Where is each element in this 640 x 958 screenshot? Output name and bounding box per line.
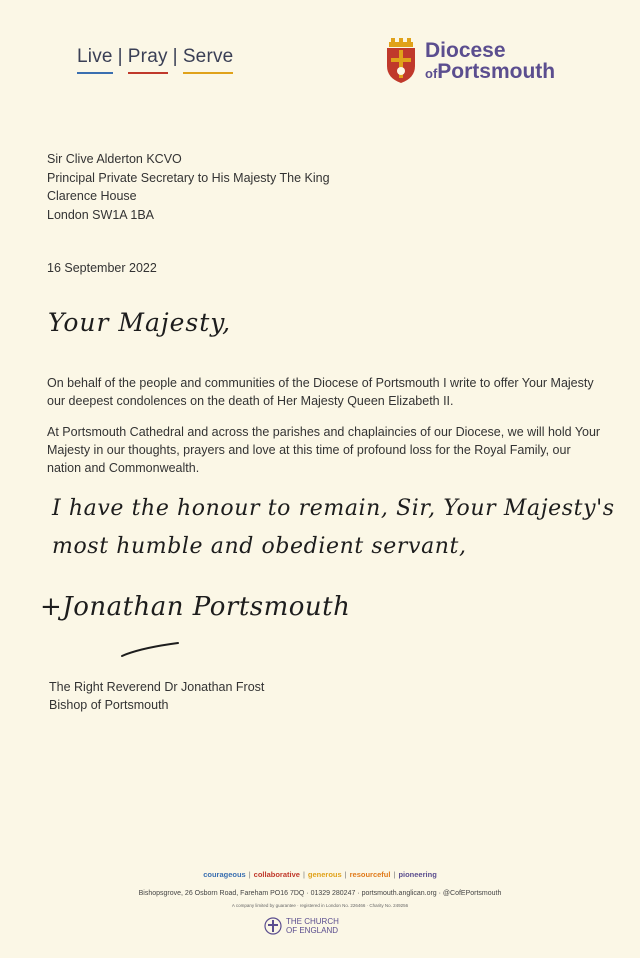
logo-text	[425, 40, 555, 84]
strapline-separator: |	[117, 46, 123, 67]
signature-underline	[120, 640, 180, 660]
body-paragraph-1: On behalf of the people and communities of the Diocese of Portsmouth I write to offer Your Majesty our deepest condolences on the death of Her Majesty Queen Elizabeth II.	[47, 376, 594, 408]
logo-portsmouth-word: Portsmouth	[437, 60, 556, 83]
logo-line-diocese: Diocese	[425, 39, 506, 62]
signatory-block	[49, 678, 264, 714]
church-line2: OF ENGLAND	[286, 926, 339, 935]
logo-line-of: of	[425, 66, 438, 81]
handwritten-closing-line1: I have the honour to remain, Sir, Your Majesty's	[52, 496, 615, 521]
recipient-address	[47, 150, 330, 224]
value-separator: |	[248, 870, 251, 879]
handwritten-closing-line2: most humble and obedient servant,	[52, 534, 467, 559]
signatory-name: The Right Reverend Dr Jonathan Frost	[49, 680, 265, 694]
footer-legal: A company limited by guarantee · registered in London No. 226466 · Charity No. 249256	[231, 903, 409, 908]
recipient-title: Principal Private Secretary to His Majesty The King	[47, 170, 330, 185]
recipient-address-line2: London SW1A 1BA	[47, 207, 155, 222]
strapline-serve: Serve	[183, 46, 234, 74]
footer-address: Bishopsgrove, 26 Osborn Road, Fareham PO16 7DQ · 01329 280247 · portsmouth.anglican.org · @CofEPortsmouth	[138, 890, 502, 897]
value-collaborative: collaborative	[253, 870, 300, 879]
value-separator: |	[344, 870, 347, 879]
footer-values	[0, 870, 640, 879]
strapline-separator: |	[172, 46, 178, 67]
body-paragraph-2: At Portsmouth Cathedral and across the parishes and chaplaincies of our Diocese, we will hold Your Majesty in our thoughts, prayers and love at this time of profound loss for the Royal Family, our nation and Commonwealth.	[47, 425, 601, 475]
strapline	[77, 46, 233, 74]
value-separator: |	[393, 870, 396, 879]
diocese-crest-icon	[381, 38, 421, 84]
church-of-england-logo	[264, 915, 384, 939]
value-pioneering: pioneering	[398, 870, 437, 879]
logo-line-portsmouth	[425, 61, 555, 84]
strapline-live: Live	[77, 46, 113, 74]
strapline-pray: Pray	[128, 46, 168, 74]
value-resourceful: resourceful	[349, 870, 391, 879]
letter-date: 16 September 2022	[47, 261, 157, 275]
value-courageous: courageous	[203, 870, 246, 879]
handwritten-salutation: Your Majesty,	[48, 308, 232, 337]
handwritten-signature: +Jonathan Portsmouth	[40, 592, 351, 622]
church-line1: THE CHURCH	[286, 917, 339, 926]
recipient-address-line1: Clarence House	[47, 189, 137, 203]
diocese-logo	[381, 38, 556, 88]
signatory-title: Bishop of Portsmouth	[49, 698, 169, 712]
value-separator: |	[302, 870, 305, 879]
recipient-name: Sir Clive Alderton KCVO	[47, 152, 182, 166]
value-generous: generous	[307, 870, 342, 879]
church-of-england-cross-icon	[264, 917, 282, 935]
church-of-england-text	[286, 917, 339, 935]
